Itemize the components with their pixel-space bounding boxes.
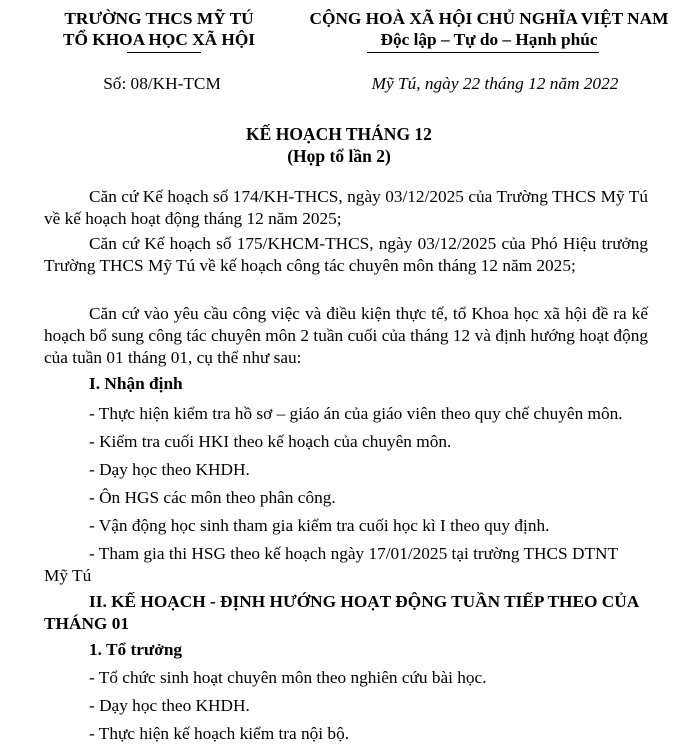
list-item: - Tham gia thi HSG theo kế hoạch ngày 17/01/2025 tại trường THCS DTNT Mỹ Tú — [44, 544, 618, 585]
header-right-rule — [367, 52, 599, 53]
document-subtitle: (Họp tổ lần 2) — [287, 146, 391, 166]
preamble-paragraph: Căn cứ vào yêu cầu công việc và điều kiện thực tế, tổ Khoa học xã hội đề ra kế hoạch bổ sung công tác chuyên môn 2 tuần cuối của tháng 12 và định hướng hoạt động của tuần 01 tháng 01, cụ thể như sau: — [44, 304, 648, 367]
list-item: - Dạy học theo KHDH. — [89, 460, 250, 479]
list-item: - Vận động học sinh tham gia kiểm tra cuối học kì I theo quy định. — [89, 516, 550, 535]
document-number: Số: 08/KH-TCM — [103, 74, 221, 93]
header-left — [46, 8, 272, 50]
list-item: - Thực hiện kế hoạch kiểm tra nội bộ. — [89, 724, 350, 743]
list-item: - Ôn HGS các môn theo phân công. — [89, 488, 336, 507]
header-left-rule — [127, 52, 201, 53]
list-item: - Kiểm tra cuối HKI theo kế hoạch của chuyên môn. — [89, 432, 452, 451]
list-item: - Thực hiện kiểm tra hồ sơ – giáo án của giáo viên theo quy chế chuyên môn. — [89, 404, 623, 423]
section-heading: II. KẾ HOẠCH - ĐỊNH HƯỚNG HOẠT ĐỘNG TUẦN TIẾP THEO CỦA THÁNG 01 — [44, 592, 639, 633]
list-item: - Dạy học theo KHDH. — [89, 696, 250, 715]
motto: Độc lập – Tự do – Hạnh phúc — [380, 30, 598, 49]
preamble-paragraph: Căn cứ Kế hoạch số 175/KHCM-THCS, ngày 03/12/2025 của Phó Hiệu trưởng Trường THCS Mỹ Tú về kế hoạch công tác chuyên môn tháng 12 năm 2025; — [44, 234, 648, 275]
section-heading: I. Nhận định — [89, 374, 183, 393]
header-right — [300, 8, 678, 50]
place-date: Mỹ Tú, ngày 22 tháng 12 năm 2022 — [371, 74, 619, 93]
list-item: - Tổ chức sinh hoạt chuyên môn theo nghiên cứu bài học. — [89, 668, 487, 687]
school-name: TRƯỜNG THCS MỸ TÚ — [64, 9, 254, 28]
sub-heading: 1. Tổ trưởng — [89, 640, 183, 659]
preamble-paragraph: Căn cứ Kế hoạch số 174/KH-THCS, ngày 03/12/2025 của Trường THCS Mỹ Tú về kế hoạch hoạt động tháng 12 năm 2025; — [44, 187, 648, 228]
document-title: KẾ HOẠCH THÁNG 12 — [246, 124, 432, 144]
country-name: CỘNG HOÀ XÃ HỘI CHỦ NGHĨA VIỆT NAM — [309, 9, 669, 28]
department-name: TỔ KHOA HỌC XÃ HỘI — [62, 30, 256, 49]
